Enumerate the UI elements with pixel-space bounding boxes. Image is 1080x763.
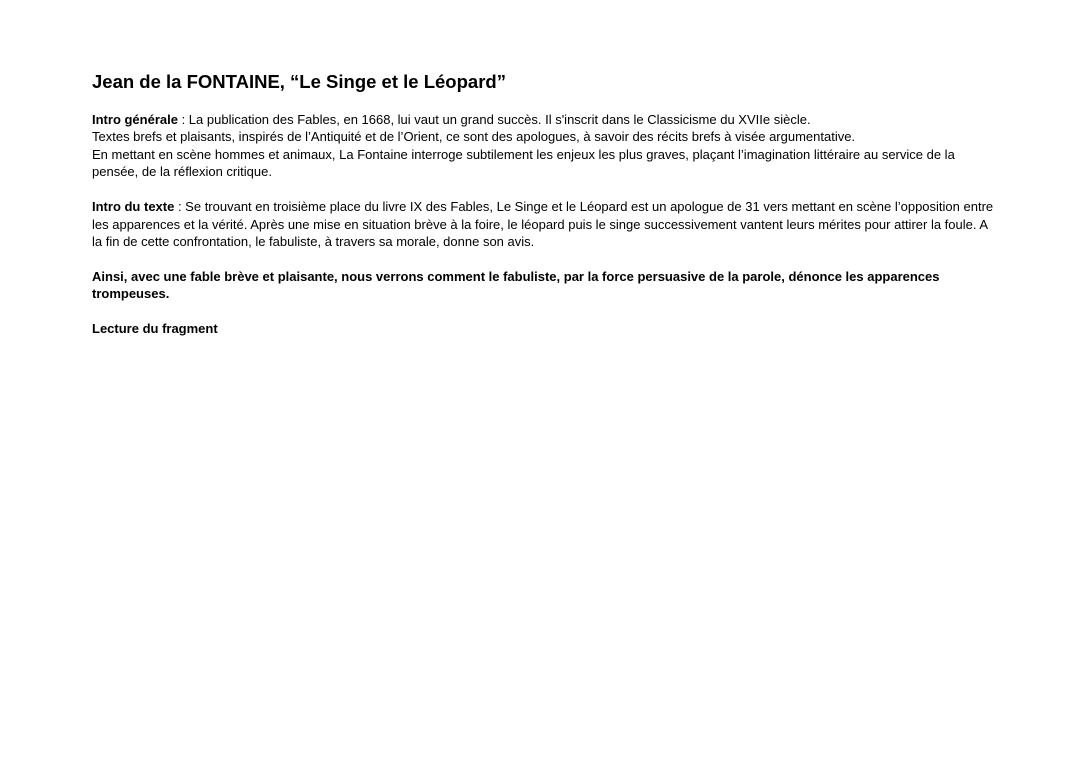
intro-generale-sentence-2: Textes brefs et plaisants, inspirés de l’Antiquité et de l’Orient, ce sont des apologues, à savoir des récits brefs à visée argumentative. [92, 129, 856, 145]
intro-texte-label: Intro du texte [92, 199, 175, 215]
intro-texte-body: : Se trouvant en troisième place du livre IX des Fables, Le Singe et le Léopard est un apologue de 31 vers mettant en scène l’opposition entre les apparences et la vérité. Après une mise en situation brève à la foire, le léopard puis le singe successivement vantent leurs mérites pour attirer la foule. A la fin de cette confrontation, le fabuliste, à travers sa morale, donne son avis. [92, 199, 994, 249]
intro-generale-line-1 [92, 111, 997, 128]
document-page [92, 68, 997, 355]
lecture-heading: Lecture du fragment [92, 321, 218, 337]
document-title: Jean de la FONTAINE, “Le Singe et le Léopard” [92, 71, 506, 92]
intro-generale-label: Intro générale [92, 112, 178, 127]
intro-generale-paragraph [92, 111, 997, 181]
problematique-paragraph: Ainsi, avec une fable brève et plaisante, nous verrons comment le fabuliste, par la force persuasive de la parole, dénonce les apparences trompeuses. [92, 268, 940, 302]
intro-texte-paragraph [92, 198, 997, 250]
intro-generale-sentence-1: : La publication des Fables, en 1668, lui vaut un grand succès. Il s'inscrit dans le Classicisme du XVIIe siècle. [177, 112, 811, 127]
intro-generale-sentence-3: En mettant en scène hommes et animaux, La Fontaine interroge subtilement les enjeux les plus graves, plaçant l’imagination littéraire au service de la pensée, de la réflexion critique. [92, 146, 955, 180]
